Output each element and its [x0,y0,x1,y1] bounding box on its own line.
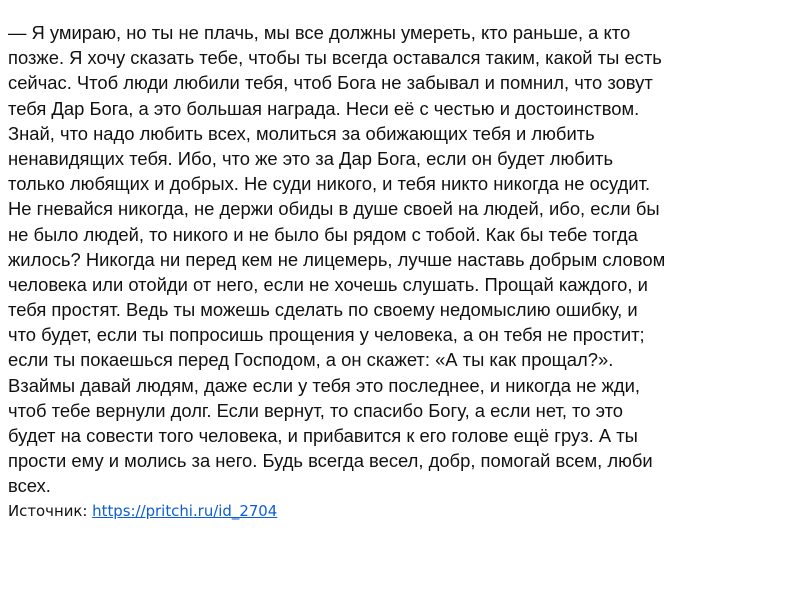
text-line: позже. Я хочу сказать тебе, чтобы ты всегда оставался таким, какой ты есть [8,47,662,69]
text-line: будет на совести того человека, и прибавится к его голове ещё груз. А ты [8,425,638,446]
text-line: тебя простят. Ведь ты можешь сделать по своему недомыслию ошибку, и [8,299,638,321]
text-line: тебя Дар Бога, а это большая награда. Неси её с честью и достоинством. [8,97,640,119]
source-citation [8,499,798,523]
text-line: сейчас. Чтоб люди любили тебя, чтоб Бога не забывал и помнил, что зовут [8,72,653,94]
source-label: Источник: [8,501,93,520]
text-line: всех. [8,475,51,497]
parable-text [8,20,798,523]
text-line: ненавидящих тебя. Ибо, что же это за Дар Бога, если он будет любить [8,147,614,169]
text-line: Взаймы давай людям, даже если у тебя это последнее, и никогда не жди, [8,374,641,396]
text-line: — Я умираю, но ты не плачь, мы все должны умереть, кто раньше, а кто [8,22,631,43]
text-line: только любящих и добрых. Не суди никого, и тебя никто никогда не осудит. [8,173,651,195]
text-line: человека или отойди от него, если не хочешь слушать. Прощай каждого, и [8,273,648,295]
text-line: не было людей, то никого и не было бы рядом с тобой. Как бы тебе тогда [8,223,638,245]
text-line: прости ему и молись за него. Будь всегда весел, добр, помогай всем, люби [8,450,653,472]
text-line: что будет, если ты попросишь прощения у человека, а он тебя не простит; [8,324,645,346]
text-line: чтоб тебе вернули долг. Если вернут, то спасибо Богу, а если нет, то это [8,399,624,421]
text-line: если ты покаешься перед Господом, а он скажет: «А ты как прощал?». [8,349,614,371]
source-link[interactable]: https://pritchi.ru/id_2704 [92,501,278,520]
text-line: жилось? Никогда ни перед кем не лицемерь, лучше наставь добрым словом [8,248,666,270]
text-line: Знай, что надо любить всех, молиться за обижающих тебя и любить [8,122,595,144]
text-line: Не гневайся никогда, не держи обиды в душе своей на людей, ибо, если бы [8,198,660,220]
